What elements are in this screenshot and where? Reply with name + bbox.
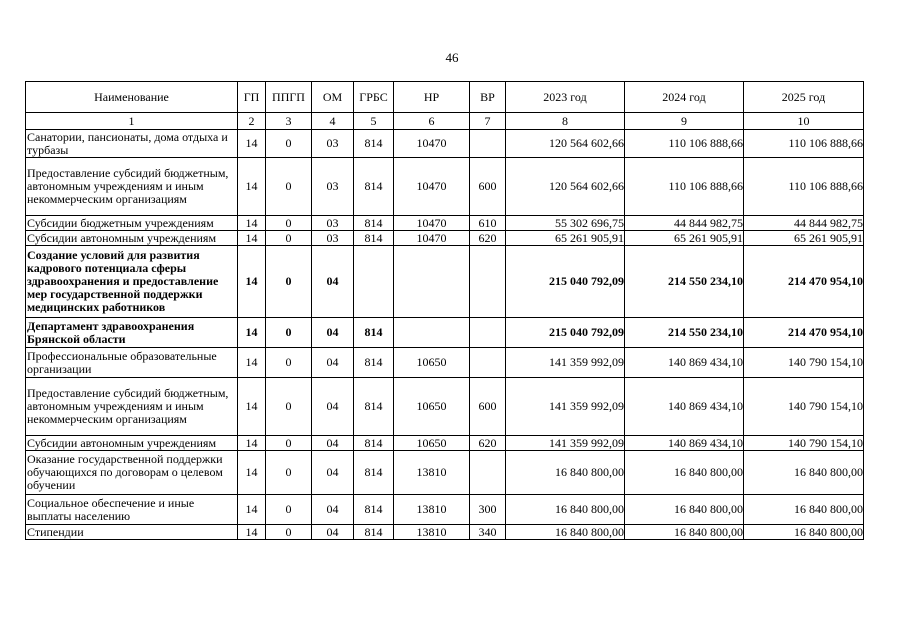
- table-row: [26, 451, 864, 495]
- column-number: 1: [26, 113, 238, 130]
- cell-ppgp: 0: [266, 246, 312, 318]
- cell-2024: 214 550 234,10: [625, 318, 744, 348]
- column-number: 10: [744, 113, 864, 130]
- cell-nr: 10470: [394, 216, 470, 231]
- cell-gp: 14: [238, 231, 266, 246]
- cell-gp: 14: [238, 318, 266, 348]
- cell-2024: 16 840 800,00: [625, 495, 744, 525]
- cell-vr: 600: [470, 158, 506, 216]
- page-number: 46: [445, 50, 459, 65]
- cell-vr: [470, 451, 506, 495]
- cell-grbs: 814: [354, 130, 394, 158]
- cell-ppgp: 0: [266, 216, 312, 231]
- cell-2024: 44 844 982,75: [625, 216, 744, 231]
- cell-2025: 214 470 954,10: [744, 318, 864, 348]
- cell-2023: 55 302 696,75: [506, 216, 625, 231]
- cell-gp: 14: [238, 451, 266, 495]
- cell-nr: 10650: [394, 378, 470, 436]
- cell-gp: 14: [238, 216, 266, 231]
- cell-nr: 13810: [394, 525, 470, 540]
- column-number-row: [26, 113, 864, 130]
- cell-om: 04: [312, 318, 354, 348]
- cell-2025: 110 106 888,66: [744, 158, 864, 216]
- cell-om: 03: [312, 216, 354, 231]
- cell-gp: 14: [238, 378, 266, 436]
- cell-nr: 10650: [394, 348, 470, 378]
- cell-2025: 140 790 154,10: [744, 348, 864, 378]
- table-body: [26, 130, 864, 540]
- cell-name: Создание условий для развития кадрового потенциала сферы здравоохранения и предоставление мер государственной поддержки медицинских работников: [26, 246, 238, 318]
- cell-2024: 214 550 234,10: [625, 246, 744, 318]
- cell-name: Санатории, пансионаты, дома отдыха и турбазы: [26, 130, 238, 158]
- cell-2025: 16 840 800,00: [744, 525, 864, 540]
- cell-nr: 10470: [394, 130, 470, 158]
- cell-grbs: 814: [354, 451, 394, 495]
- cell-ppgp: 0: [266, 378, 312, 436]
- table-row: [26, 246, 864, 318]
- cell-om: 03: [312, 130, 354, 158]
- cell-ppgp: 0: [266, 436, 312, 451]
- header-ppgp: ППГП: [266, 82, 312, 113]
- cell-name: Социальное обеспечение и иные выплаты населению: [26, 495, 238, 525]
- cell-name: Стипендии: [26, 525, 238, 540]
- cell-grbs: 814: [354, 495, 394, 525]
- cell-2025: 16 840 800,00: [744, 495, 864, 525]
- column-number: 6: [394, 113, 470, 130]
- cell-om: 04: [312, 451, 354, 495]
- header-nr: НР: [394, 82, 470, 113]
- cell-2023: 141 359 992,09: [506, 348, 625, 378]
- cell-grbs: 814: [354, 348, 394, 378]
- cell-2025: 110 106 888,66: [744, 130, 864, 158]
- cell-om: 04: [312, 495, 354, 525]
- cell-2023: 141 359 992,09: [506, 378, 625, 436]
- cell-name: Субсидии бюджетным учреждениям: [26, 216, 238, 231]
- cell-2023: 120 564 602,66: [506, 130, 625, 158]
- cell-nr: 13810: [394, 451, 470, 495]
- header-2023: 2023 год: [506, 82, 625, 113]
- table-row: [26, 158, 864, 216]
- column-number: 9: [625, 113, 744, 130]
- cell-gp: 14: [238, 158, 266, 216]
- cell-name: Субсидии автономным учреждениям: [26, 231, 238, 246]
- cell-ppgp: 0: [266, 451, 312, 495]
- cell-name: Предоставление субсидий бюджетным, автономным учреждениям и иным некоммерческим организациям: [26, 158, 238, 216]
- cell-gp: 14: [238, 130, 266, 158]
- cell-2025: 16 840 800,00: [744, 451, 864, 495]
- cell-2024: 140 869 434,10: [625, 348, 744, 378]
- table-row: [26, 378, 864, 436]
- column-number: 4: [312, 113, 354, 130]
- cell-2025: 140 790 154,10: [744, 378, 864, 436]
- cell-ppgp: 0: [266, 130, 312, 158]
- column-number: 3: [266, 113, 312, 130]
- cell-om: 04: [312, 246, 354, 318]
- cell-gp: 14: [238, 246, 266, 318]
- cell-ppgp: 0: [266, 318, 312, 348]
- cell-vr: 600: [470, 378, 506, 436]
- header-2024: 2024 год: [625, 82, 744, 113]
- cell-gp: 14: [238, 495, 266, 525]
- table-row: [26, 231, 864, 246]
- cell-ppgp: 0: [266, 525, 312, 540]
- table-row: [26, 130, 864, 158]
- cell-name: Предоставление субсидий бюджетным, автономным учреждениям и иным некоммерческим организациям: [26, 378, 238, 436]
- cell-2023: 16 840 800,00: [506, 525, 625, 540]
- table-row: [26, 436, 864, 451]
- cell-grbs: [354, 246, 394, 318]
- column-number: 2: [238, 113, 266, 130]
- cell-grbs: 814: [354, 216, 394, 231]
- cell-2024: 110 106 888,66: [625, 130, 744, 158]
- cell-om: 03: [312, 231, 354, 246]
- cell-vr: [470, 246, 506, 318]
- cell-2023: 215 040 792,09: [506, 246, 625, 318]
- cell-ppgp: 0: [266, 158, 312, 216]
- table-row: [26, 318, 864, 348]
- cell-om: 04: [312, 525, 354, 540]
- cell-grbs: 814: [354, 378, 394, 436]
- header-om: ОМ: [312, 82, 354, 113]
- table-row: [26, 348, 864, 378]
- cell-nr: 10470: [394, 158, 470, 216]
- cell-nr: 13810: [394, 495, 470, 525]
- cell-name: Субсидии автономным учреждениям: [26, 436, 238, 451]
- header-row: [26, 82, 864, 113]
- column-number: 5: [354, 113, 394, 130]
- cell-name: Оказание государственной поддержки обучающихся по договорам о целевом обучении: [26, 451, 238, 495]
- header-name: Наименование: [26, 82, 238, 113]
- cell-vr: 620: [470, 231, 506, 246]
- cell-vr: [470, 318, 506, 348]
- cell-2023: 120 564 602,66: [506, 158, 625, 216]
- cell-gp: 14: [238, 348, 266, 378]
- cell-2025: 214 470 954,10: [744, 246, 864, 318]
- cell-gp: 14: [238, 436, 266, 451]
- cell-vr: 620: [470, 436, 506, 451]
- table-row: [26, 495, 864, 525]
- budget-table: [25, 81, 864, 540]
- cell-grbs: 814: [354, 318, 394, 348]
- cell-2025: 140 790 154,10: [744, 436, 864, 451]
- cell-grbs: 814: [354, 436, 394, 451]
- cell-nr: [394, 318, 470, 348]
- header-vr: ВР: [470, 82, 506, 113]
- cell-2023: 215 040 792,09: [506, 318, 625, 348]
- cell-2023: 16 840 800,00: [506, 495, 625, 525]
- cell-2024: 110 106 888,66: [625, 158, 744, 216]
- table-row: [26, 216, 864, 231]
- header-gp: ГП: [238, 82, 266, 113]
- header-2025: 2025 год: [744, 82, 864, 113]
- cell-grbs: 814: [354, 231, 394, 246]
- header-grbs: ГРБС: [354, 82, 394, 113]
- cell-vr: [470, 348, 506, 378]
- cell-vr: 300: [470, 495, 506, 525]
- cell-2025: 44 844 982,75: [744, 216, 864, 231]
- cell-nr: 10650: [394, 436, 470, 451]
- cell-vr: 610: [470, 216, 506, 231]
- cell-om: 03: [312, 158, 354, 216]
- column-number: 7: [470, 113, 506, 130]
- cell-ppgp: 0: [266, 348, 312, 378]
- column-number: 8: [506, 113, 625, 130]
- cell-2024: 16 840 800,00: [625, 451, 744, 495]
- cell-om: 04: [312, 436, 354, 451]
- cell-2023: 16 840 800,00: [506, 451, 625, 495]
- cell-nr: 10470: [394, 231, 470, 246]
- cell-om: 04: [312, 378, 354, 436]
- table-row: [26, 525, 864, 540]
- cell-2024: 140 869 434,10: [625, 436, 744, 451]
- cell-grbs: 814: [354, 525, 394, 540]
- cell-nr: [394, 246, 470, 318]
- cell-name: Департамент здравоохранения Брянской области: [26, 318, 238, 348]
- cell-gp: 14: [238, 525, 266, 540]
- cell-ppgp: 0: [266, 495, 312, 525]
- cell-2024: 16 840 800,00: [625, 525, 744, 540]
- cell-2025: 65 261 905,91: [744, 231, 864, 246]
- cell-om: 04: [312, 348, 354, 378]
- cell-2023: 141 359 992,09: [506, 436, 625, 451]
- cell-vr: 340: [470, 525, 506, 540]
- cell-vr: [470, 130, 506, 158]
- cell-name: Профессиональные образовательные организации: [26, 348, 238, 378]
- cell-2024: 140 869 434,10: [625, 378, 744, 436]
- cell-grbs: 814: [354, 158, 394, 216]
- cell-2023: 65 261 905,91: [506, 231, 625, 246]
- cell-ppgp: 0: [266, 231, 312, 246]
- cell-2024: 65 261 905,91: [625, 231, 744, 246]
